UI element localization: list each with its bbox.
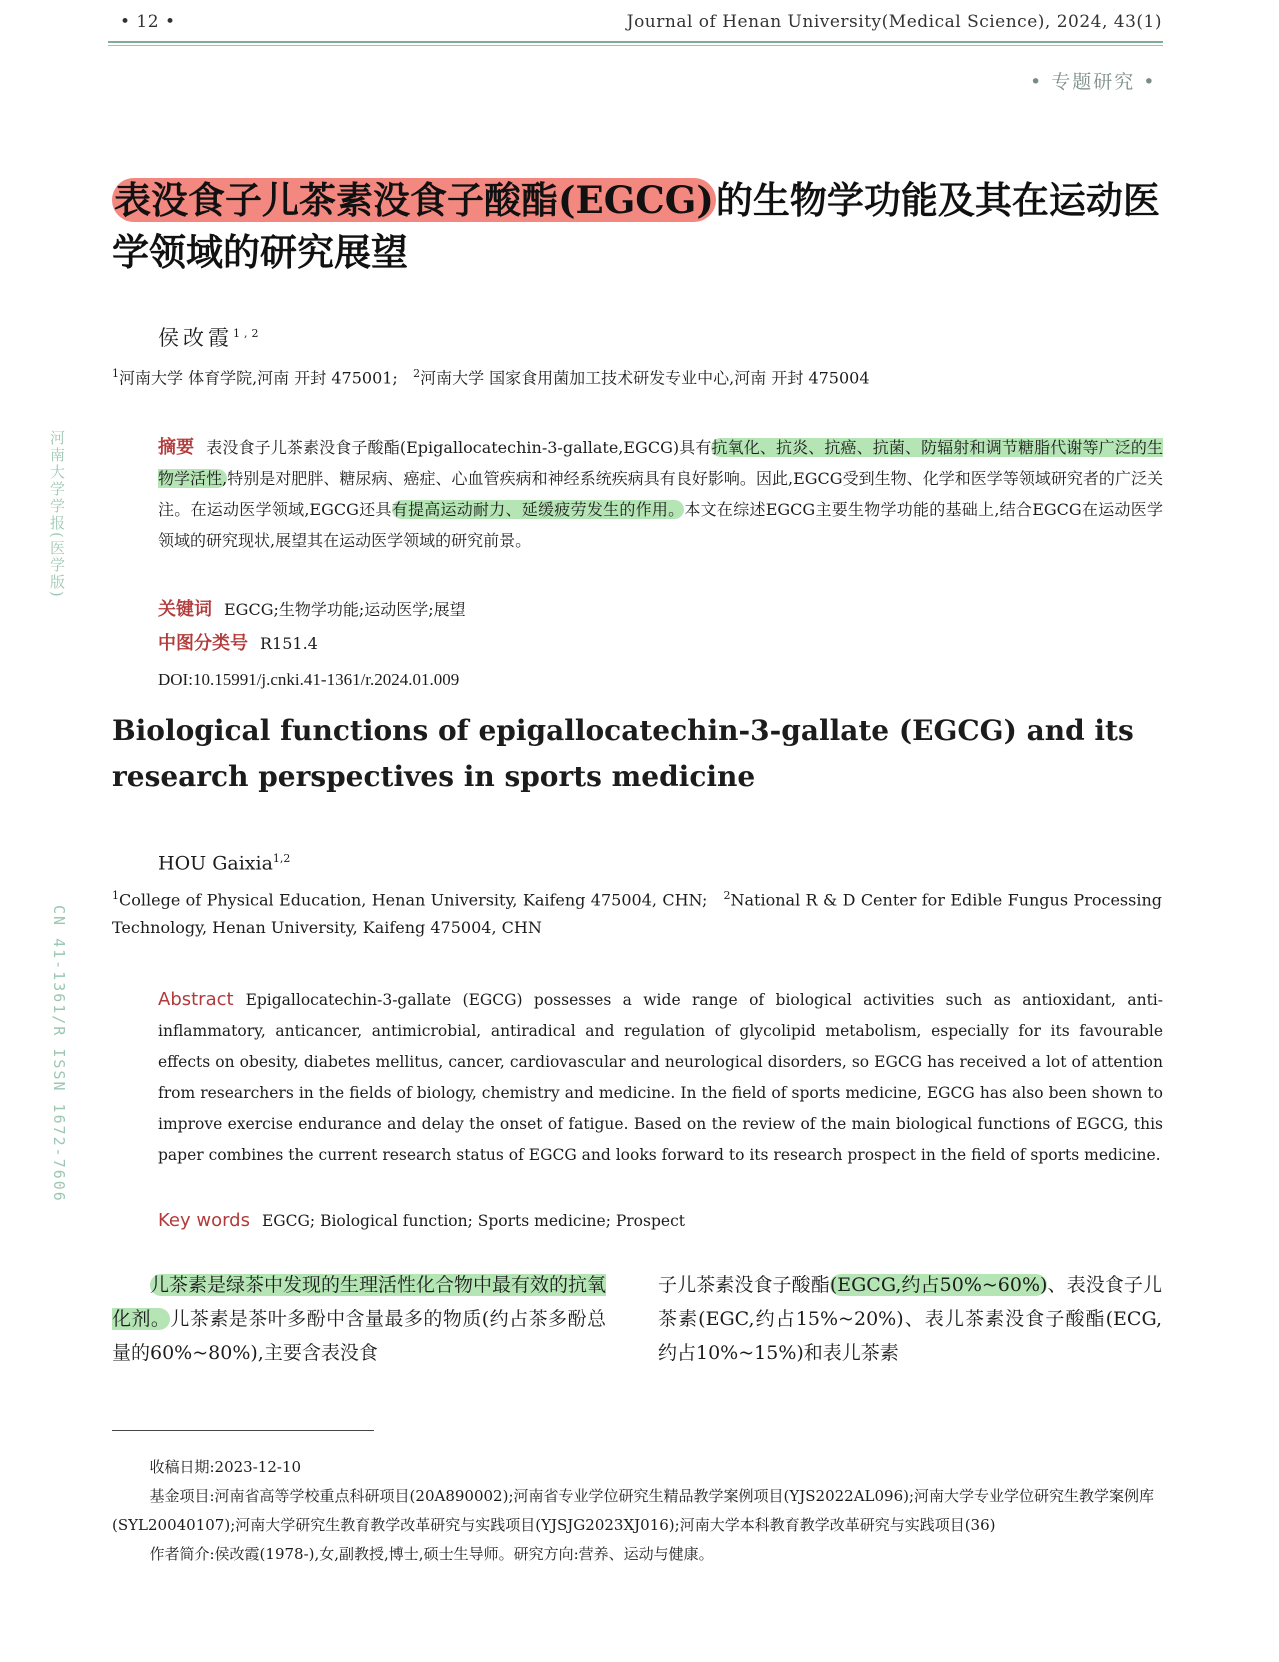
affiliation-en — [112, 882, 1162, 942]
column-tag: • 专题研究 • — [1030, 71, 1157, 93]
abstract-en-label: Abstract — [158, 989, 234, 1010]
author-en-name: HOU Gaixia — [158, 852, 273, 875]
sidebar-journal-name: 河南大学学报(医学版) — [48, 430, 66, 599]
abstract-cn-label: 摘要 — [158, 437, 195, 458]
keywords-cn-label: 关键词 — [158, 599, 212, 620]
author-cn-name: 侯改霞 — [158, 326, 233, 350]
footnote-received: 收稿日期:2023-12-10 — [149, 1458, 302, 1476]
aff-en-2: National R & D Center for Edible Fungus Processing Technology, Henan University, Kaifeng 475004, CHN — [112, 890, 1162, 938]
footnote-rule — [112, 1430, 374, 1431]
abstract-cn-hl1: 抗氧化、抗炎、抗癌、抗菌、防辐射和调节糖脂代谢等广泛的生物学活性, — [158, 438, 1163, 488]
footnote-author-bio: 作者简介:侯改霞(1978-),女,副教授,博士,硕士生导师。研究方向:营养、运动与健康。 — [149, 1545, 714, 1563]
aff-en-1-num: 1 — [112, 889, 119, 902]
footnotes — [112, 1453, 1162, 1569]
aff-en-2-num: 2 — [723, 889, 731, 902]
abstract-cn — [158, 432, 1163, 556]
header-rule — [108, 41, 1163, 43]
keywords-en-label: Key words — [158, 1210, 250, 1231]
abstract-cn-p1: 表没食子儿茶素没食子酸酯(Epigallocatechin-3-gallate,EGCG)具有 — [206, 438, 712, 457]
footnote-funding: 基金项目:河南省高等学校重点科研项目(20A890002);河南省专业学位研究生精品教学案例项目(YJS2022AL096);河南大学专业学位研究生教学案例库(SYL20040107);河南大学研究生教育教学改革研究与实践项目(YJSJG2023XJ016);河南大学本科教育教学改革研究与实践项目(36) — [112, 1487, 1155, 1534]
abstract-cn-p3: 本文在综述EGCG主要生物学功能的基础上,结合EGCG在运动医学领域的研究现状,展望其在运动医学领域的研究前景。 — [158, 500, 1163, 550]
body-left-highlight: 儿茶素是绿茶中发现的生理活性化合物中最有效的抗氧化剂。 — [112, 1274, 607, 1330]
clc-label: 中图分类号 — [158, 633, 248, 654]
keywords-en — [158, 1205, 1163, 1237]
abstract-cn-p2: 特别是对肥胖、糖尿病、癌症、心血管疾病和神经系统疾病具有良好影响。因此,EGCG受到生物、化学和医学等领域研究者的广泛关注。在运动医学领域,EGCG还具 — [158, 469, 1163, 519]
title-en: Biological functions of epigallocatechin-3-gallate (EGCG) and its research perspectives in sports medicine — [112, 714, 1134, 793]
body-left-column — [112, 1268, 606, 1370]
abstract-en-text: Epigallocatechin-3-gallate (EGCG) possesses a wide range of biological activities such as antioxidant, anti-inflammatory, anticancer, antimicrobial, antiradical and regulation of glycolipid metabolism, especially for its favourable effects on obesity, diabetes mellitus, cancer, cardiovascular and neurological disorders, so EGCG has received a lot of attention from researchers in the fields of biology, chemistry and medicine. In the field of sports medicine, EGCG has also been shown to improve exercise endurance and delay the onset of fatigue. Based on the review of the main biological functions of EGCG, this paper combines the current research status of EGCG and looks forward to its research prospect in the field of sports medicine. — [158, 991, 1163, 1164]
author-en-sup: 1,2 — [272, 852, 291, 865]
sidebar-issn: CN 41-1361/R ISSN 1672-7606 — [50, 905, 68, 1203]
clc-cn — [158, 628, 1163, 659]
doi: DOI:10.15991/j.cnki.41-1361/r.2024.01.009 — [158, 670, 460, 689]
aff-cn-2: 河南大学 国家食用菌加工技术研发专业中心,河南 开封 475004 — [420, 368, 870, 388]
body-right-text: 、表没食子儿茶素(EGC,约占15%~20%)、表儿茶素没食子酸酯(ECG,约占10%~15%)和表儿茶素 — [658, 1274, 1162, 1364]
author-cn-sup: 1,2 — [233, 327, 263, 340]
clc-text: R151.4 — [260, 634, 318, 653]
author-en — [158, 852, 290, 874]
title-cn — [112, 174, 1172, 278]
aff-cn-2-num: 2 — [413, 367, 421, 380]
title-cn-rest: 的生物学功能及其在运动医学领域的研究展望 — [112, 178, 1160, 274]
journal-header: Journal of Henan University(Medical Science), 2024, 43(1) — [626, 12, 1162, 32]
abstract-en — [158, 984, 1163, 1171]
body-left-text: 儿茶素是茶叶多酚中含量最多的物质(约占茶多酚总量的60%~80%),主要含表没食 — [112, 1308, 606, 1364]
body-right-pre: 子儿茶素没食子酸酯 — [658, 1274, 830, 1296]
header-rule-thin — [108, 45, 1163, 46]
keywords-cn-text: EGCG;生物学功能;运动医学;展望 — [224, 600, 466, 619]
title-cn-highlight: 表没食子儿茶素没食子酸酯(EGCG) — [114, 178, 714, 222]
aff-cn-1: 河南大学 体育学院,河南 开封 475001; — [119, 368, 398, 388]
author-cn — [158, 322, 263, 352]
body-right-highlight: (EGCG,约占50%~60%) — [829, 1274, 1048, 1296]
aff-en-1: College of Physical Education, Henan University, Kaifeng 475004, CHN; — [119, 890, 708, 910]
abstract-cn-hl2: 有提高运动耐力、延缓疲劳发生的作用。 — [391, 500, 685, 519]
page-number: • 12 • — [120, 12, 176, 32]
aff-cn-1-num: 1 — [112, 367, 119, 380]
keywords-cn — [158, 594, 1163, 625]
affiliation-cn — [112, 360, 1172, 392]
keywords-en-text: EGCG; Biological function; Sports medicine; Prospect — [261, 1212, 685, 1230]
body-right-column — [658, 1268, 1162, 1370]
